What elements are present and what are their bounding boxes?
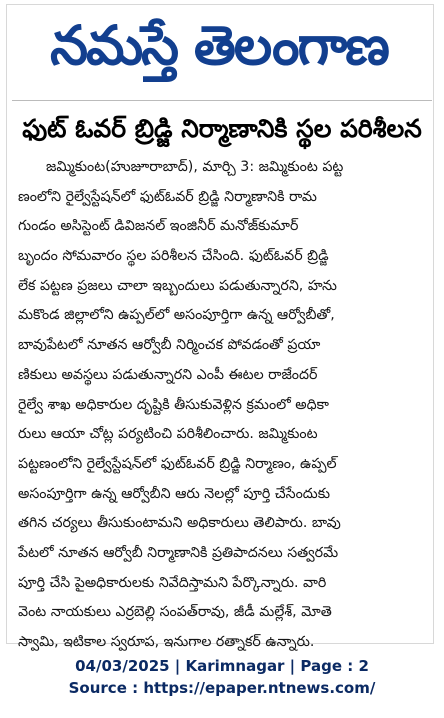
newspaper-masthead: నమస్తే తెలంగాణ	[50, 14, 388, 77]
article-line: వెంట నాయకులు ఎర్రబెల్లి సంపత్‌రావు, జీడీ మల్లేశ్, మోతె	[18, 604, 332, 621]
article-line: లేక పట్టణ ప్రజలు చాలా ఇబ్బందులు పడుతున్నారని, హను	[18, 277, 337, 294]
article-line: రైల్వే శాఖ అధికారుల దృష్టికి తీసుకువెళ్లిన క్రమంలో అధికా	[18, 396, 329, 413]
article-line: బావుపేటలో నూతన ఆర్వోబీ నిర్మించక పోవడంతో ప్రయా	[18, 337, 321, 354]
article-line: పేటలో నూతన ఆర్వోబీ నిర్మాణానికి ప్రతిపాదనలు సత్వరమే	[18, 544, 339, 561]
article-line: పూర్తి చేసి పైఅధికారులకు నివేదిస్తామని పేర్కొన్నారు. వారి	[18, 574, 327, 591]
divider-top	[12, 100, 432, 101]
article-line: మకొండ జిల్లాలోని ఉప్పల్‌లో అసంపూర్తిగా ఉన్న ఆర్వోబీతో,	[18, 307, 335, 324]
footer-source: Source : https://epaper.ntnews.com/	[68, 679, 376, 697]
article-line: బృందం సోమవారం స్థల పరిశీలన చేసింది. ఫుట్‌ఓవర్ బ్రిడ్జి	[18, 248, 329, 265]
article-line: రులు ఆయా చోట్ల పర్యటించి పరిశీలించారు. జమ్మికుంట	[18, 426, 318, 443]
article-line: తగిన చర్యలు తీసుకుంటామని అధికారులు తెలిపారు. బావు	[18, 515, 341, 532]
article-line: గుండం అసిస్టెంట్ డివిజనల్ ఇంజినీర్ మనోజ్‌కుమార్	[18, 218, 299, 235]
footer-date-edition: 04/03/2025 | Karimnagar | Page : 2	[75, 657, 369, 675]
article-line: స్వామి, ఇటికాల స్వరూప, ఇనుగాల రత్నాకర్ ఉన్నారు.	[18, 634, 315, 650]
article-body	[18, 153, 426, 650]
article-headline: ఫుట్ ఓవర్ బ్రిడ్జి నిర్మాణానికి స్థల పరిశీలన	[22, 114, 422, 143]
article-line: ణంలోని రైల్వేస్టేషన్‌లో ఫుట్‌ఓవర్ బ్రిడ్జి నిర్మాణానికి రామ	[18, 188, 317, 205]
article-line: పట్టణంలోని రైల్వేస్టేషన్‌లో ఫుట్‌ఓవర్ బ్రిడ్జి నిర్మాణం, ఉప్పల్	[18, 455, 337, 472]
article-line: అసంపూర్తిగా ఉన్న ఆర్వోబీని ఆరు నెలల్లో పూర్తి చేసేందుకు	[18, 485, 331, 502]
article-line: ణికులు అవస్థలు పడుతున్నారని ఎంపీ ఈటల రాజేందర్	[18, 366, 318, 383]
article-line: జమ్మికుంట(హుజూరాబాద్), మార్చి 3: జమ్మికుంట పట్ట	[46, 159, 344, 175]
